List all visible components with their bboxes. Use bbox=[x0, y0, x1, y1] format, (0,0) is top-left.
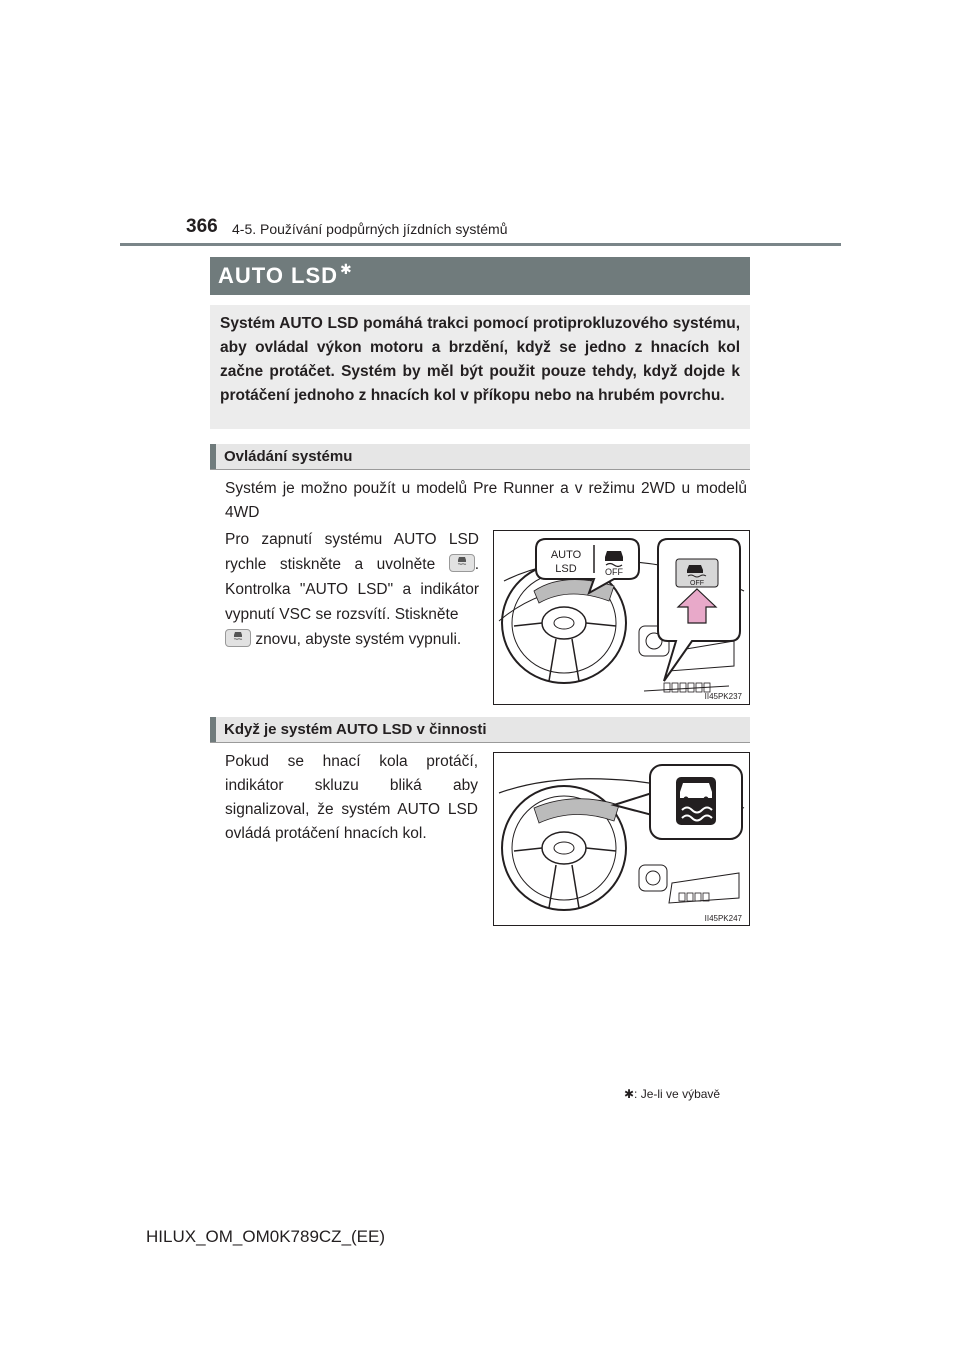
footnote: ✱: Je-li ve výbavě bbox=[624, 1087, 721, 1101]
figure-dashboard-button bbox=[493, 530, 750, 705]
figure-slip-indicator bbox=[493, 752, 750, 926]
instruction-text-2: znovu, abyste systém vypnuli. bbox=[225, 627, 479, 652]
title-star: ✱ bbox=[340, 261, 353, 277]
header-rule bbox=[120, 243, 841, 246]
button-off-label: OFF bbox=[690, 580, 704, 587]
page-title: AUTO LSD ✱ bbox=[218, 261, 353, 288]
instruction-text: Pro zapnutí systému AUTO LSD rychle stiskněte a uvolněte . Kontrolka "AUTO LSD" a indikátor vypnutí VSC se rozsvítí. Stiskněte bbox=[225, 531, 480, 623]
lsd-active-text: Pokud se hnací kola protáčí, indikátor skluzu bliká aby signalizoval, že systém AUTO LSD ovládá protáčení hnacích kol. bbox=[225, 753, 478, 842]
callout-lsd-label: LSD bbox=[555, 563, 577, 575]
subheading-system-control bbox=[210, 444, 750, 470]
callout-auto-label: AUTO bbox=[550, 549, 582, 561]
availability-text: Systém je možno použít u modelů Pre Runner a v režimu 2WD u modelů 4WD bbox=[225, 480, 747, 521]
instruction-block bbox=[225, 527, 479, 652]
vsc-off-button-icon bbox=[449, 554, 475, 572]
document-id: HILUX_OM_OM0K789CZ_(EE) bbox=[146, 1227, 386, 1246]
title-bar bbox=[210, 257, 750, 295]
intro-box bbox=[210, 305, 750, 429]
vsc-off-button-icon-2 bbox=[225, 629, 251, 647]
intro-text: Systém AUTO LSD pomáhá trakci pomocí protiprokluzového systému, aby ovládal výkon motoru a brzdění, když se jedno z hnacích kol začne protáčet. Systém by měl být použit pouze tehdy, když dojde k protáčení jednoho z hnacích kol v příkopu nebo na hrubém povrchu. bbox=[220, 315, 740, 404]
callout-off-label: OFF bbox=[605, 567, 623, 577]
subheading-lsd-active bbox=[210, 717, 750, 743]
section-title: 4-5. Používání podpůrných jízdních systémů bbox=[232, 221, 508, 237]
figure-code: II45PK237 bbox=[704, 692, 742, 701]
page-number: 366 bbox=[186, 216, 218, 237]
figure-code-2: II45PK247 bbox=[704, 914, 742, 923]
subheading-text: Ovládání systému bbox=[224, 448, 353, 465]
subheading-text-2: Když je systém AUTO LSD v činnosti bbox=[224, 721, 487, 738]
